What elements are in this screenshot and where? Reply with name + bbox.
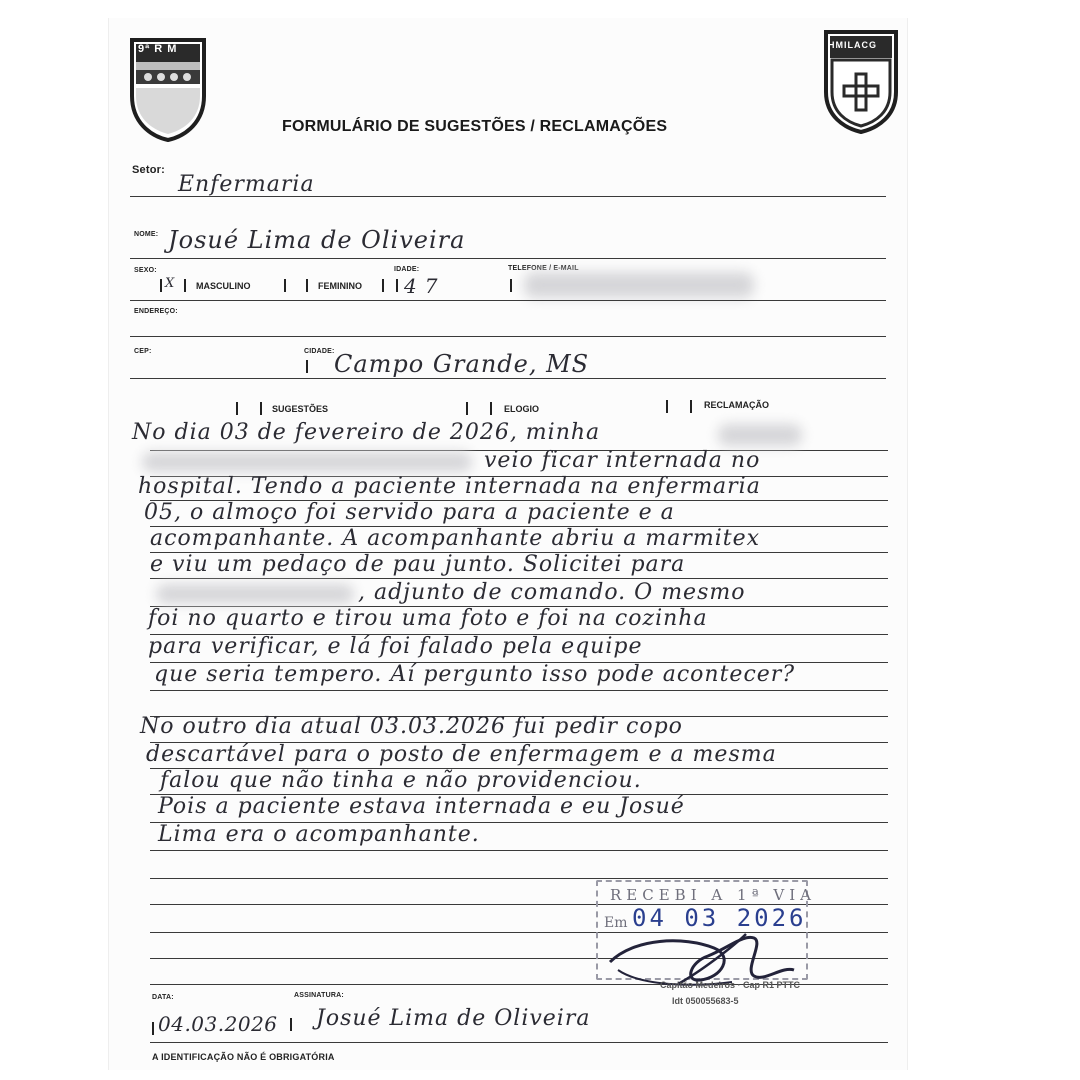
message-line-15: Lima era o acompanhante. bbox=[158, 822, 480, 847]
cidade-label: CIDADE: bbox=[304, 348, 335, 355]
message-line-8: foi no quarto e tirou uma foto e foi na cozinha bbox=[148, 606, 708, 631]
nome-line bbox=[130, 258, 886, 259]
data-label: DATA: bbox=[152, 994, 174, 1001]
redacted-name-1 bbox=[718, 424, 802, 446]
message-line-2: veio ficar internada no bbox=[484, 448, 761, 473]
sexo-label: SEXO: bbox=[134, 267, 157, 274]
setor-value: Enfermaria bbox=[178, 172, 315, 197]
redacted-name-3 bbox=[156, 584, 354, 604]
message-line-12: descartável para o posto de enfermagem e a mesma bbox=[146, 742, 777, 767]
cidade-value: Campo Grande, MS bbox=[334, 350, 590, 378]
message-line-4: 05, o almoço foi servido para a paciente e a bbox=[144, 500, 675, 525]
feminino-option[interactable]: FEMININO bbox=[318, 281, 362, 291]
idade-label: IDADE: bbox=[394, 266, 420, 273]
message-line-3: hospital. Tendo a paciente internada na enfermaria bbox=[138, 474, 761, 499]
nome-label: NOME: bbox=[134, 231, 159, 238]
setor-label: Setor: bbox=[132, 164, 165, 176]
message-line-10: que seria tempero. Aí pergunto isso pode acontecer? bbox=[154, 662, 796, 687]
endereco-line bbox=[130, 336, 886, 337]
left-logo-text: 9ª R M bbox=[138, 43, 178, 55]
message-line-9: para verificar, e lá foi falado pela equipe bbox=[148, 634, 643, 659]
message-line-1: No dia 03 de fevereiro de 2026, minha bbox=[132, 420, 601, 445]
endereco-label: ENDEREÇO: bbox=[134, 308, 178, 315]
form-title: FORMULÁRIO DE SUGESTÕES / RECLAMAÇÕES bbox=[282, 118, 668, 135]
message-line-14: Pois a paciente estava internada e eu Josué bbox=[158, 794, 685, 819]
right-logo-text: HMILACG bbox=[828, 40, 877, 50]
message-line-13: falou que não tinha e não providenciou. bbox=[160, 768, 642, 793]
sexo-mark: X bbox=[165, 276, 176, 291]
redacted-name-2 bbox=[142, 452, 472, 472]
message-line-5: acompanhante. A acompanhante abriu a marmitex bbox=[150, 526, 760, 551]
stamp-id-number: Idt 050055683-5 bbox=[672, 996, 739, 1006]
stamp-caption: Capitão Medeiros · Cap R1 PTTC bbox=[660, 980, 801, 990]
masculino-option[interactable]: MASCULINO bbox=[196, 281, 251, 291]
setor-line bbox=[130, 196, 886, 197]
sexo-line bbox=[130, 300, 886, 301]
idade-value: 47 bbox=[404, 274, 446, 298]
elogio-option[interactable]: ELOGIO bbox=[504, 404, 540, 414]
stamp-heading: RECEBI A 1ª VIA bbox=[610, 886, 817, 904]
telefone-label: TELEFONE / E-MAIL bbox=[508, 265, 579, 272]
signature-value: Josué Lima de Oliveira bbox=[316, 1006, 591, 1031]
footer-note: A IDENTIFICAÇÃO NÃO É OBRIGATÓRIA bbox=[152, 1052, 335, 1062]
cep-line bbox=[130, 378, 886, 379]
date-value: 04.03.2026 bbox=[158, 1012, 278, 1036]
message-line-11: No outro dia atual 03.03.2026 fui pedir copo bbox=[140, 714, 683, 739]
signature-line bbox=[150, 1042, 888, 1043]
assinatura-label: ASSINATURA: bbox=[294, 992, 344, 999]
cep-label: CEP: bbox=[134, 348, 152, 355]
sugestoes-option[interactable]: SUGESTÕES bbox=[272, 404, 329, 414]
reclamacao-option[interactable]: RECLAMAÇÃO bbox=[704, 400, 769, 410]
message-line-6: e viu um pedaço de pau junto. Solicitei para bbox=[150, 552, 686, 577]
stamp-em-label: Em bbox=[604, 915, 628, 931]
message-line-7: , adjunto de comando. O mesmo bbox=[358, 580, 746, 605]
nome-value: Josué Lima de Oliveira bbox=[168, 226, 466, 254]
stamp-received-date: 04 03 2026 bbox=[632, 904, 807, 932]
redacted-phone bbox=[524, 272, 754, 298]
